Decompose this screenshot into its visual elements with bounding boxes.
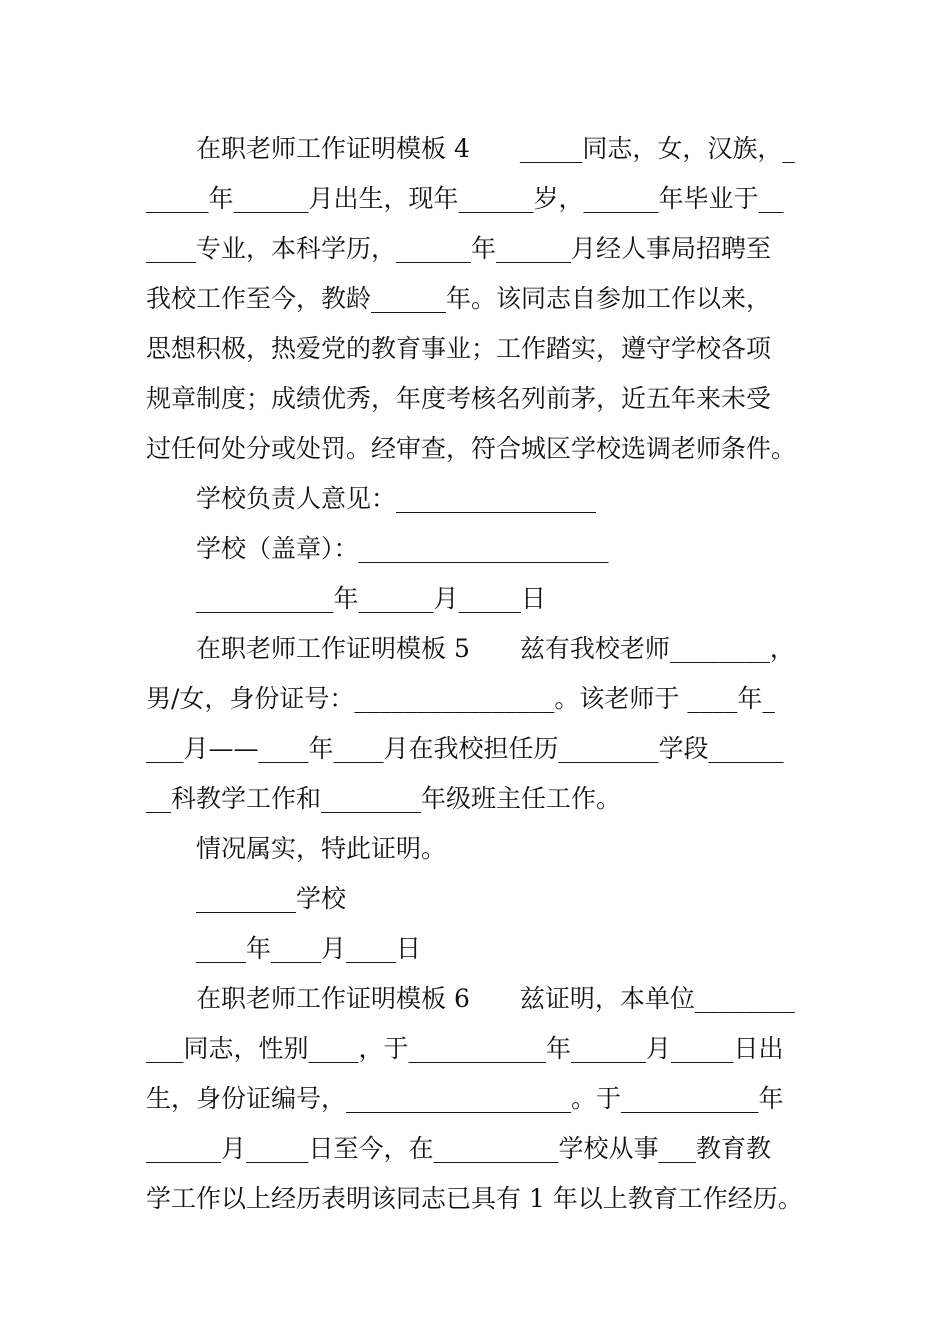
body-line: ___同志，性别____，于___________年______月_____日出: [146, 1034, 784, 1063]
template-6-heading-line: 在职老师工作证明模板 6 兹证明，本单位________: [196, 984, 795, 1013]
body-line: 学工作以上经历表明该同志已具有 1 年以上教育工作经历。: [146, 1184, 803, 1213]
body-line: 生，身份证编号，__________________。于___________年: [146, 1084, 784, 1113]
date-line: ____年____月____日: [196, 934, 422, 963]
principal-opinion-line: 学校负责人意见：________________: [196, 484, 597, 513]
body-line: ___月——____年____月在我校担任历________学段______: [146, 734, 784, 763]
body-line: ______月_____日至今，在__________学校从事___教育教: [146, 1134, 772, 1163]
body-line: 过任何处分或处罚。经审查，符合城区学校选调老师条件。: [146, 434, 797, 463]
certification-statement: 情况属实，特此证明。: [196, 834, 447, 863]
body-line: _____年______月出生，现年______岁，______年毕业于__: [146, 184, 784, 213]
body-line: ____专业，本科学历，______年______月经人事局招聘至: [146, 234, 772, 263]
body-line: __科教学工作和________年级班主任工作。: [146, 784, 622, 813]
template-5-heading-line: 在职老师工作证明模板 5 兹有我校老师________，: [196, 634, 795, 663]
body-line: 规章制度；成绩优秀，年度考核名列前茅，近五年来未受: [146, 384, 772, 413]
body-line: 男/女，身份证号：________________。该老师于 ____年_: [146, 684, 775, 713]
school-signature-line: ________学校: [196, 884, 347, 913]
template-4-heading-line: 在职老师工作证明模板 4 _____同志，女，汉族，_: [196, 134, 795, 163]
body-line: 思想积极，热爱党的教育事业；工作踏实，遵守学校各项: [146, 334, 772, 363]
body-line: 我校工作至今，教龄______年。该同志自参加工作以来，: [146, 284, 772, 313]
school-seal-line: 学校（盖章）：____________________: [196, 534, 609, 563]
date-line: ___________年______月_____日: [196, 584, 547, 613]
